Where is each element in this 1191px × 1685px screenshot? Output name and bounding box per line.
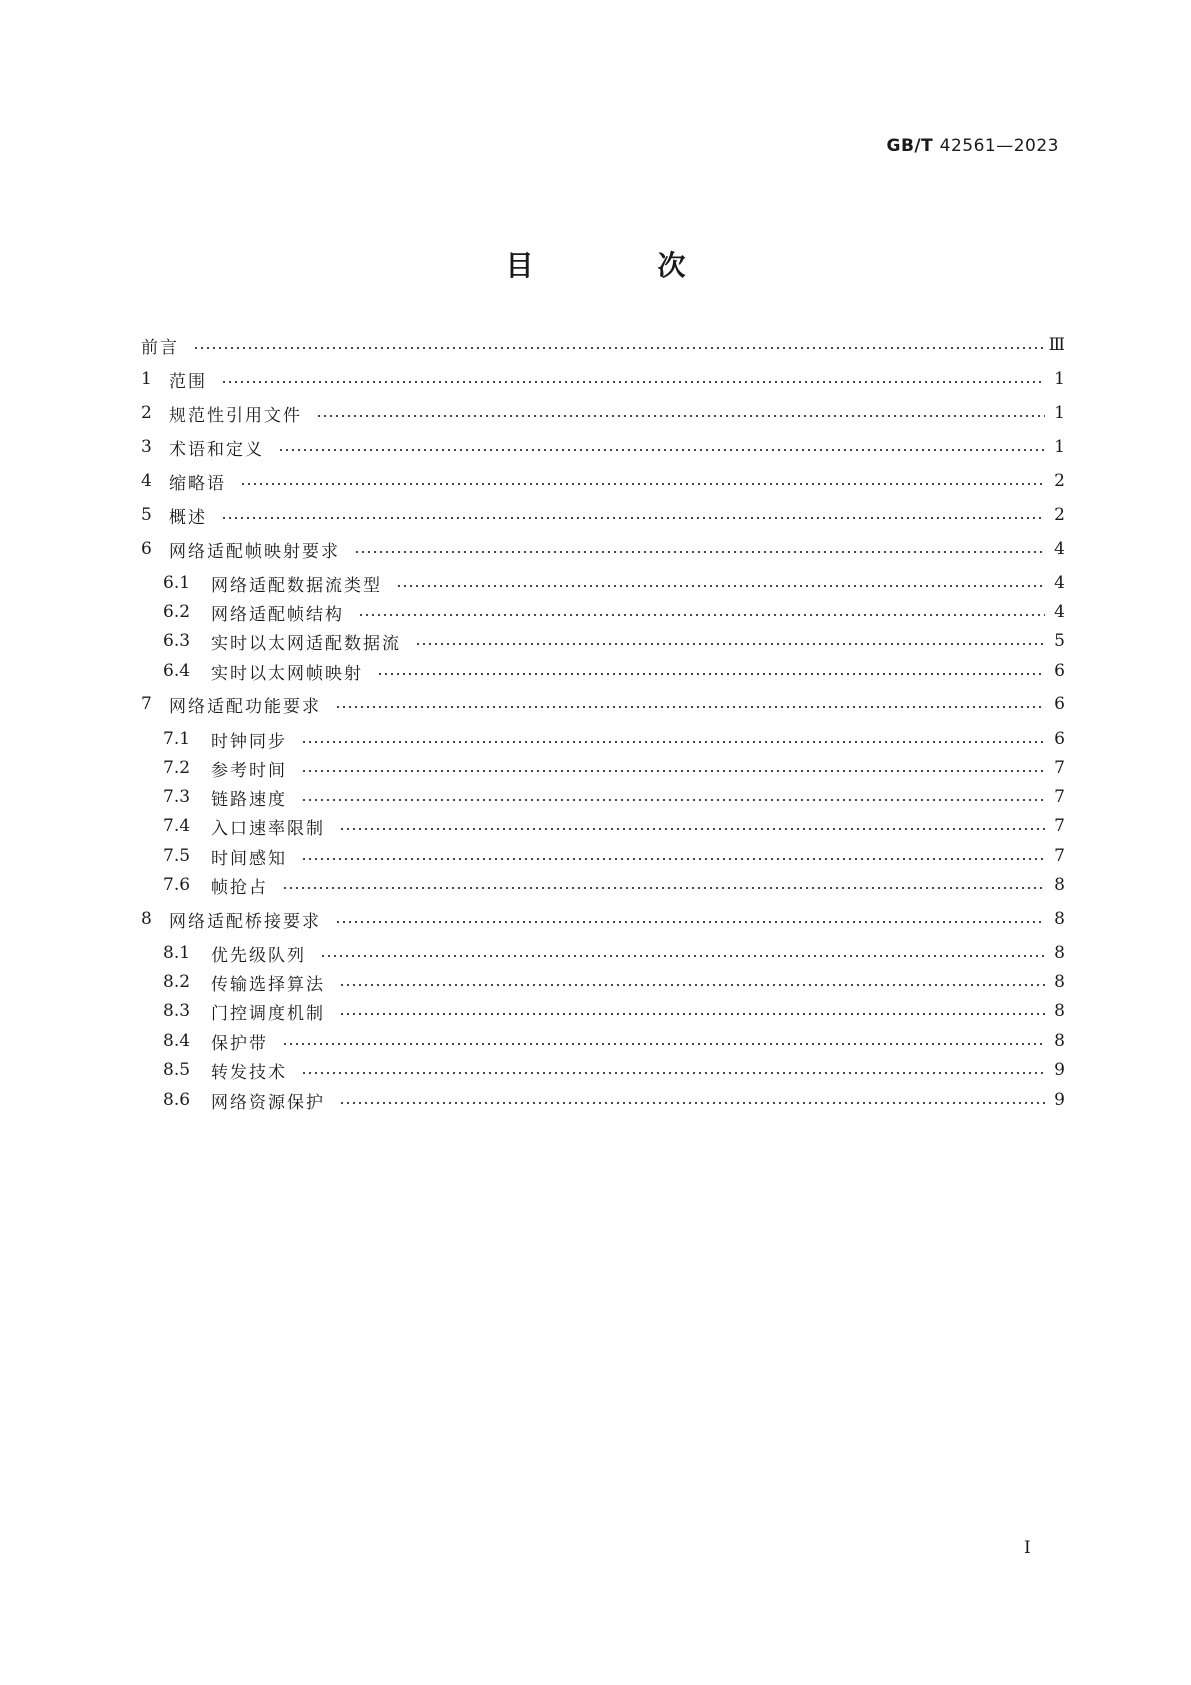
- toc-entry-label: 入口速率限制: [211, 818, 325, 839]
- toc-entry: [141, 468, 1065, 494]
- toc-entry: [141, 628, 1065, 654]
- toc-entry-number: 4: [141, 471, 152, 491]
- toc-entry-page: 1: [1054, 403, 1065, 423]
- toc-entry-label: 范围: [169, 371, 207, 392]
- toc-entry-label: 网络适配数据流类型: [211, 575, 382, 596]
- toc-entry-label: 网络适配帧结构: [211, 604, 344, 625]
- toc-entry: [141, 1028, 1065, 1054]
- toc-entry-page: 1: [1054, 437, 1065, 457]
- toc-entry: [141, 906, 1065, 932]
- toc-entry-number: 7.3: [163, 787, 191, 807]
- toc-entry-page: 8: [1054, 1031, 1065, 1051]
- standard-number: 42561—2023: [939, 136, 1059, 156]
- toc-entry-page: Ⅲ: [1048, 335, 1065, 355]
- dot-leader: [415, 643, 1045, 645]
- toc-entry-page: 8: [1054, 943, 1065, 963]
- toc-entry-label: 保护带: [211, 1033, 268, 1054]
- toc-entry-number: 7.5: [163, 846, 191, 866]
- toc-entry-number: 8: [141, 909, 152, 929]
- toc-entry-label: 概述: [169, 507, 207, 528]
- dot-leader: [193, 347, 1043, 349]
- toc-entry-label: 网络适配桥接要求: [169, 911, 321, 932]
- dot-leader: [320, 955, 1045, 957]
- toc-entry-number: 7.4: [163, 816, 191, 836]
- toc-entry: [141, 755, 1065, 781]
- toc-entry-page: 6: [1054, 694, 1065, 714]
- dot-leader: [240, 483, 1045, 485]
- toc-entry-number: 7.1: [163, 729, 191, 749]
- toc-entry-number: 3: [141, 437, 152, 457]
- toc-entry-label: 时间感知: [211, 848, 287, 869]
- toc-entry-page: 4: [1054, 602, 1065, 622]
- toc-entry-number: 7: [141, 694, 152, 714]
- dot-leader: [339, 828, 1045, 830]
- toc-entry-label: 转发技术: [211, 1062, 287, 1083]
- toc-entry: [141, 400, 1065, 426]
- toc-entry-number: 8.2: [163, 972, 191, 992]
- toc-entry-label: 前言: [141, 337, 179, 358]
- toc-entry-label: 时钟同步: [211, 731, 287, 752]
- dot-leader: [335, 706, 1045, 708]
- dot-leader: [282, 887, 1045, 889]
- dot-leader: [358, 614, 1045, 616]
- toc-entry-page: 6: [1054, 729, 1065, 749]
- toc-entry-label: 网络适配功能要求: [169, 696, 321, 717]
- toc-entry-page: 2: [1054, 471, 1065, 491]
- toc-entry: [141, 726, 1065, 752]
- toc-entry: [141, 332, 1065, 358]
- toc-entry: [141, 1057, 1065, 1083]
- toc-entry-label: 缩略语: [169, 473, 226, 494]
- standard-code: [887, 136, 1059, 156]
- toc-entry: [141, 691, 1065, 717]
- toc-entry: [141, 872, 1065, 898]
- toc-entry-page: 9: [1054, 1090, 1065, 1110]
- toc-entry-label: 规范性引用文件: [169, 405, 302, 426]
- toc-entry-number: 6.3: [163, 631, 191, 651]
- dot-leader: [339, 1013, 1045, 1015]
- dot-leader: [335, 921, 1045, 923]
- toc-entry-number: 6.2: [163, 602, 191, 622]
- dot-leader: [301, 1072, 1045, 1074]
- dot-leader: [377, 673, 1045, 675]
- standard-prefix: GB/T: [886, 136, 934, 156]
- toc-entry-label: 链路速度: [211, 789, 287, 810]
- page-title: 目 次: [505, 249, 734, 282]
- toc-entry-number: 2: [141, 403, 152, 423]
- toc-entry: [141, 502, 1065, 528]
- dot-leader: [301, 799, 1045, 801]
- toc-entry-number: 8.6: [163, 1090, 191, 1110]
- dot-leader: [301, 858, 1045, 860]
- toc-entry-label: 实时以太网帧映射: [211, 663, 363, 684]
- toc-entry-number: 7.2: [163, 758, 191, 778]
- toc-entry-number: 6: [141, 539, 152, 559]
- toc-entry: [141, 658, 1065, 684]
- dot-leader: [396, 585, 1045, 587]
- toc-entry: [141, 570, 1065, 596]
- toc-entry: [141, 813, 1065, 839]
- toc-entry: [141, 1087, 1065, 1113]
- toc-entry-page: 9: [1054, 1060, 1065, 1080]
- toc-entry-number: 8.1: [163, 943, 191, 963]
- dot-leader: [301, 770, 1045, 772]
- toc-entry-label: 传输选择算法: [211, 974, 325, 995]
- toc-entry-label: 参考时间: [211, 760, 287, 781]
- toc-entry-page: 8: [1054, 909, 1065, 929]
- dot-leader: [354, 551, 1045, 553]
- toc-entry: [141, 784, 1065, 810]
- toc-entry-page: 6: [1054, 661, 1065, 681]
- toc-entry-number: 8.5: [163, 1060, 191, 1080]
- dot-leader: [339, 1102, 1045, 1104]
- dot-leader: [282, 1043, 1045, 1045]
- toc-entry-label: 网络资源保护: [211, 1092, 325, 1113]
- toc-entry: [141, 434, 1065, 460]
- toc-entry-page: 1: [1054, 369, 1065, 389]
- toc-entry-label: 门控调度机制: [211, 1003, 325, 1024]
- toc-entry-number: 7.6: [163, 875, 191, 895]
- toc-entry: [141, 843, 1065, 869]
- toc-entry-number: 6.4: [163, 661, 191, 681]
- toc-entry: [141, 998, 1065, 1024]
- toc-entry-page: 8: [1054, 875, 1065, 895]
- toc-entry-number: 8.3: [163, 1001, 191, 1021]
- toc-entry-number: 5: [141, 505, 152, 525]
- toc-entry-page: 7: [1054, 787, 1065, 807]
- toc-entry-page: 8: [1054, 1001, 1065, 1021]
- toc-entry-page: 5: [1054, 631, 1065, 651]
- page-number: Ⅰ: [1024, 1538, 1031, 1558]
- dot-leader: [339, 984, 1045, 986]
- toc-entry-label: 术语和定义: [169, 439, 264, 460]
- toc-entry-page: 4: [1054, 573, 1065, 593]
- toc-entry-number: 6.1: [163, 573, 191, 593]
- toc-entry-label: 优先级队列: [211, 945, 306, 966]
- toc-entry: [141, 940, 1065, 966]
- dot-leader: [278, 449, 1045, 451]
- toc-entry-page: 7: [1054, 758, 1065, 778]
- toc-entry-number: 1: [141, 369, 152, 389]
- toc-entry: [141, 366, 1065, 392]
- toc-entry-page: 2: [1054, 505, 1065, 525]
- toc-entry-label: 网络适配帧映射要求: [169, 541, 340, 562]
- dot-leader: [221, 517, 1045, 519]
- toc-entry-page: 4: [1054, 539, 1065, 559]
- toc-entry-number: 8.4: [163, 1031, 191, 1051]
- toc-entry-page: 8: [1054, 972, 1065, 992]
- dot-leader: [221, 381, 1045, 383]
- toc-entry: [141, 599, 1065, 625]
- toc-entry: [141, 969, 1065, 995]
- toc-entry-label: 实时以太网适配数据流: [211, 633, 401, 654]
- toc-entry: [141, 536, 1065, 562]
- toc-entry-label: 帧抢占: [211, 877, 268, 898]
- dot-leader: [301, 741, 1045, 743]
- toc-entry-page: 7: [1054, 816, 1065, 836]
- toc-entry-page: 7: [1054, 846, 1065, 866]
- dot-leader: [316, 415, 1045, 417]
